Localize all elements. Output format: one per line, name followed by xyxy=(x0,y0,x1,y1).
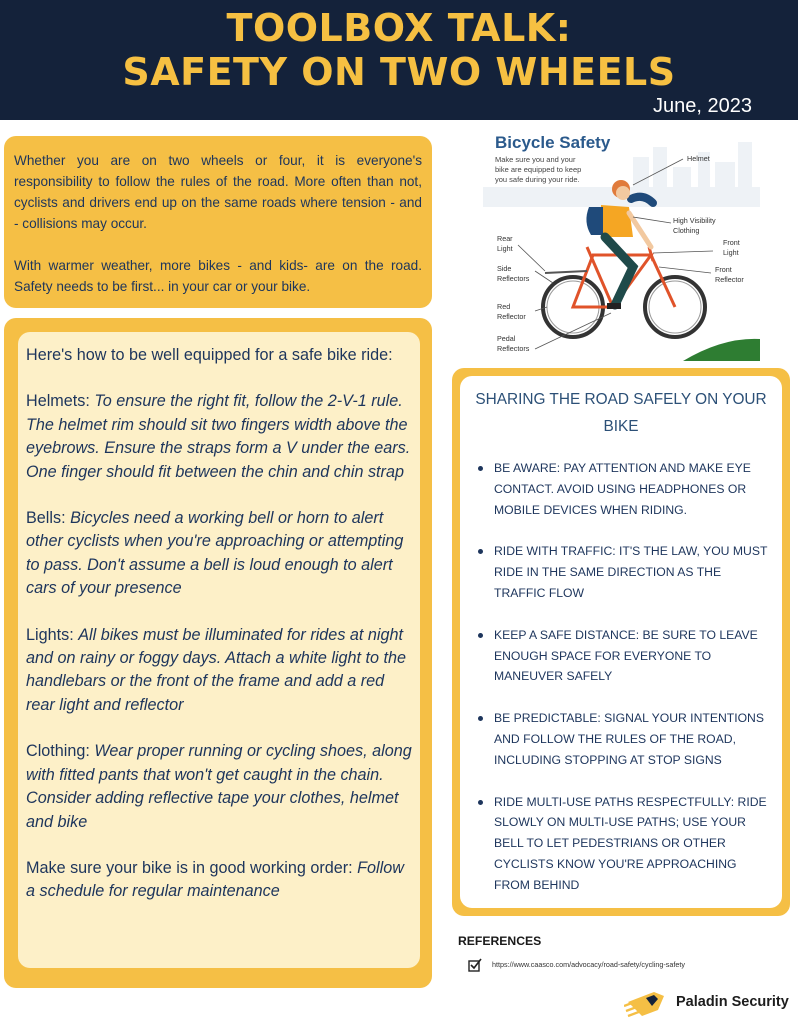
label-side-reflectors-2: Reflectors xyxy=(497,274,530,283)
list-item xyxy=(474,792,772,896)
bicycle-safety-infographic xyxy=(483,127,760,361)
item-text: Wear proper running or cycling shoes, along with fitted pants that won't get caught in the chain. Consider adding reflective tape your clothes, helmet and bike xyxy=(26,742,412,831)
equipment-item-lights xyxy=(26,624,412,718)
label-rear-light-2: Light xyxy=(497,244,513,253)
sharing-title: SHARING THE ROAD SAFELY ON YOUR BIKE xyxy=(475,391,767,435)
bullet-icon xyxy=(478,633,483,638)
sharing-panel xyxy=(452,368,790,916)
list-item xyxy=(474,541,772,603)
label-hi-vis-1: High Visibility xyxy=(673,216,716,225)
item-label: Helmets: xyxy=(26,392,90,411)
company-name: Paladin Security xyxy=(676,994,789,1010)
label-side-reflectors-1: Side xyxy=(497,264,512,273)
bullet-icon xyxy=(478,716,483,721)
checkbox-icon xyxy=(468,958,482,972)
label-helmet: Helmet xyxy=(687,154,710,163)
equipment-item-bells xyxy=(26,507,412,601)
list-item-text: RIDE WITH TRAFFIC: IT'S THE LAW, YOU MUST RIDE IN THE SAME DIRECTION AS THE TRAFFIC FLOW xyxy=(494,544,768,600)
list-item-text: KEEP A SAFE DISTANCE: BE SURE TO LEAVE ENOUGH SPACE FOR EVERYONE TO MANEUVER SAFELY xyxy=(494,627,758,684)
references-heading: REFERENCES xyxy=(458,934,542,948)
label-rear-light-1: Rear xyxy=(497,234,513,243)
reference-row xyxy=(458,958,788,972)
list-item-text: RIDE MULTI-USE PATHS RESPECTFULLY: RIDE SLOWLY ON MULTI-USE PATHS; USE YOUR BELL TO LET PEDESTRIANS OR OTHER CYCLISTS KNOW YOU'RE APPROACHING FROM BEHIND xyxy=(494,794,767,892)
item-text: Bicycles need a working bell or horn to alert other cyclists when you're approaching or attempting to pass. Don't assume a bell is loud enough to alert cars of your presence xyxy=(26,509,404,598)
infographic-title: Bicycle Safety xyxy=(495,133,611,152)
bullet-icon xyxy=(478,466,483,471)
equipment-content xyxy=(18,332,420,968)
equipment-item-helmets xyxy=(26,390,412,484)
label-red-reflector-1: Red xyxy=(497,302,511,311)
equipment-panel xyxy=(4,318,432,988)
list-item xyxy=(474,458,772,520)
title-line-1: TOOLBOX TALK: xyxy=(226,6,572,50)
label-front-reflector-1: Front xyxy=(715,265,732,274)
label-hi-vis-2: Clothing xyxy=(673,226,700,235)
label-pedal-reflectors-2: Reflectors xyxy=(497,344,530,353)
item-label: Bells: xyxy=(26,509,66,528)
infographic-subtitle-3: you safe during your ride. xyxy=(495,175,580,184)
list-item-text: BE AWARE: PAY ATTENTION AND MAKE EYE CONTACT. AVOID USING HEADPHONES OR MOBILE DEVICES WHEN RIDING. xyxy=(494,461,751,517)
item-text: To ensure the right fit, follow the 2-V-1 rule. The helmet rim should sit two fingers width above the eyebrows. Ensure the straps form a V under the ears. One finger should fit between the chin and chin strap xyxy=(26,392,411,481)
page-header xyxy=(0,0,798,120)
infographic-subtitle-2: bike are equipped to keep xyxy=(495,165,582,174)
equipment-heading: Here's how to be well equipped for a safe bike ride: xyxy=(26,346,393,364)
paladin-shield-icon xyxy=(624,986,668,1020)
equipment-closing xyxy=(26,857,412,904)
sharing-content xyxy=(460,376,782,908)
company-logo xyxy=(624,984,794,1020)
reference-link[interactable]: https://www.caasco.com/advocacy/road-safety/cycling-safety xyxy=(492,960,685,969)
bullet-icon xyxy=(478,549,483,554)
closing-label: Make sure your bike is in good working order: xyxy=(26,858,353,877)
sharing-list xyxy=(474,458,772,896)
label-red-reflector-2: Reflector xyxy=(497,312,526,321)
intro-paragraph-1: Whether you are on two wheels or four, it is everyone's responsibility to follow the rules of the road. More often than not, cyclists and drivers end up on the same roads where tension - and - collisions may occur. xyxy=(14,153,422,231)
list-item xyxy=(474,708,772,770)
label-front-reflector-2: Reflector xyxy=(715,275,744,284)
list-item-text: BE PREDICTABLE: SIGNAL YOUR INTENTIONS AND FOLLOW THE RULES OF THE ROAD, INCLUDING STOPPING AT STOP SIGNS xyxy=(494,711,764,767)
item-label: Clothing: xyxy=(26,742,90,761)
title-line-2: SAFETY ON TWO WHEELS xyxy=(122,50,676,94)
list-item xyxy=(474,625,772,687)
intro-paragraph-2: With warmer weather, more bikes - and kids- are on the road. Safety needs to be first... in your car or your bike. xyxy=(14,258,422,294)
intro-box xyxy=(4,136,432,308)
bullet-icon xyxy=(478,800,483,805)
infographic-subtitle-1: Make sure you and your xyxy=(495,155,576,164)
label-front-light-2: Light xyxy=(723,248,739,257)
closing-text: Follow a schedule for regular maintenance xyxy=(26,858,404,901)
item-label: Lights: xyxy=(26,625,74,644)
label-front-light-1: Front xyxy=(723,238,740,247)
label-pedal-reflectors-1: Pedal xyxy=(497,334,516,343)
issue-date: June, 2023 xyxy=(653,95,752,117)
equipment-item-clothing xyxy=(26,740,412,834)
references-section xyxy=(458,934,788,972)
item-text: All bikes must be illuminated for rides at night and on rainy or foggy days. Attach a white light to the handlebars or the front of the frame and add a red rear light and reflector xyxy=(26,625,407,714)
